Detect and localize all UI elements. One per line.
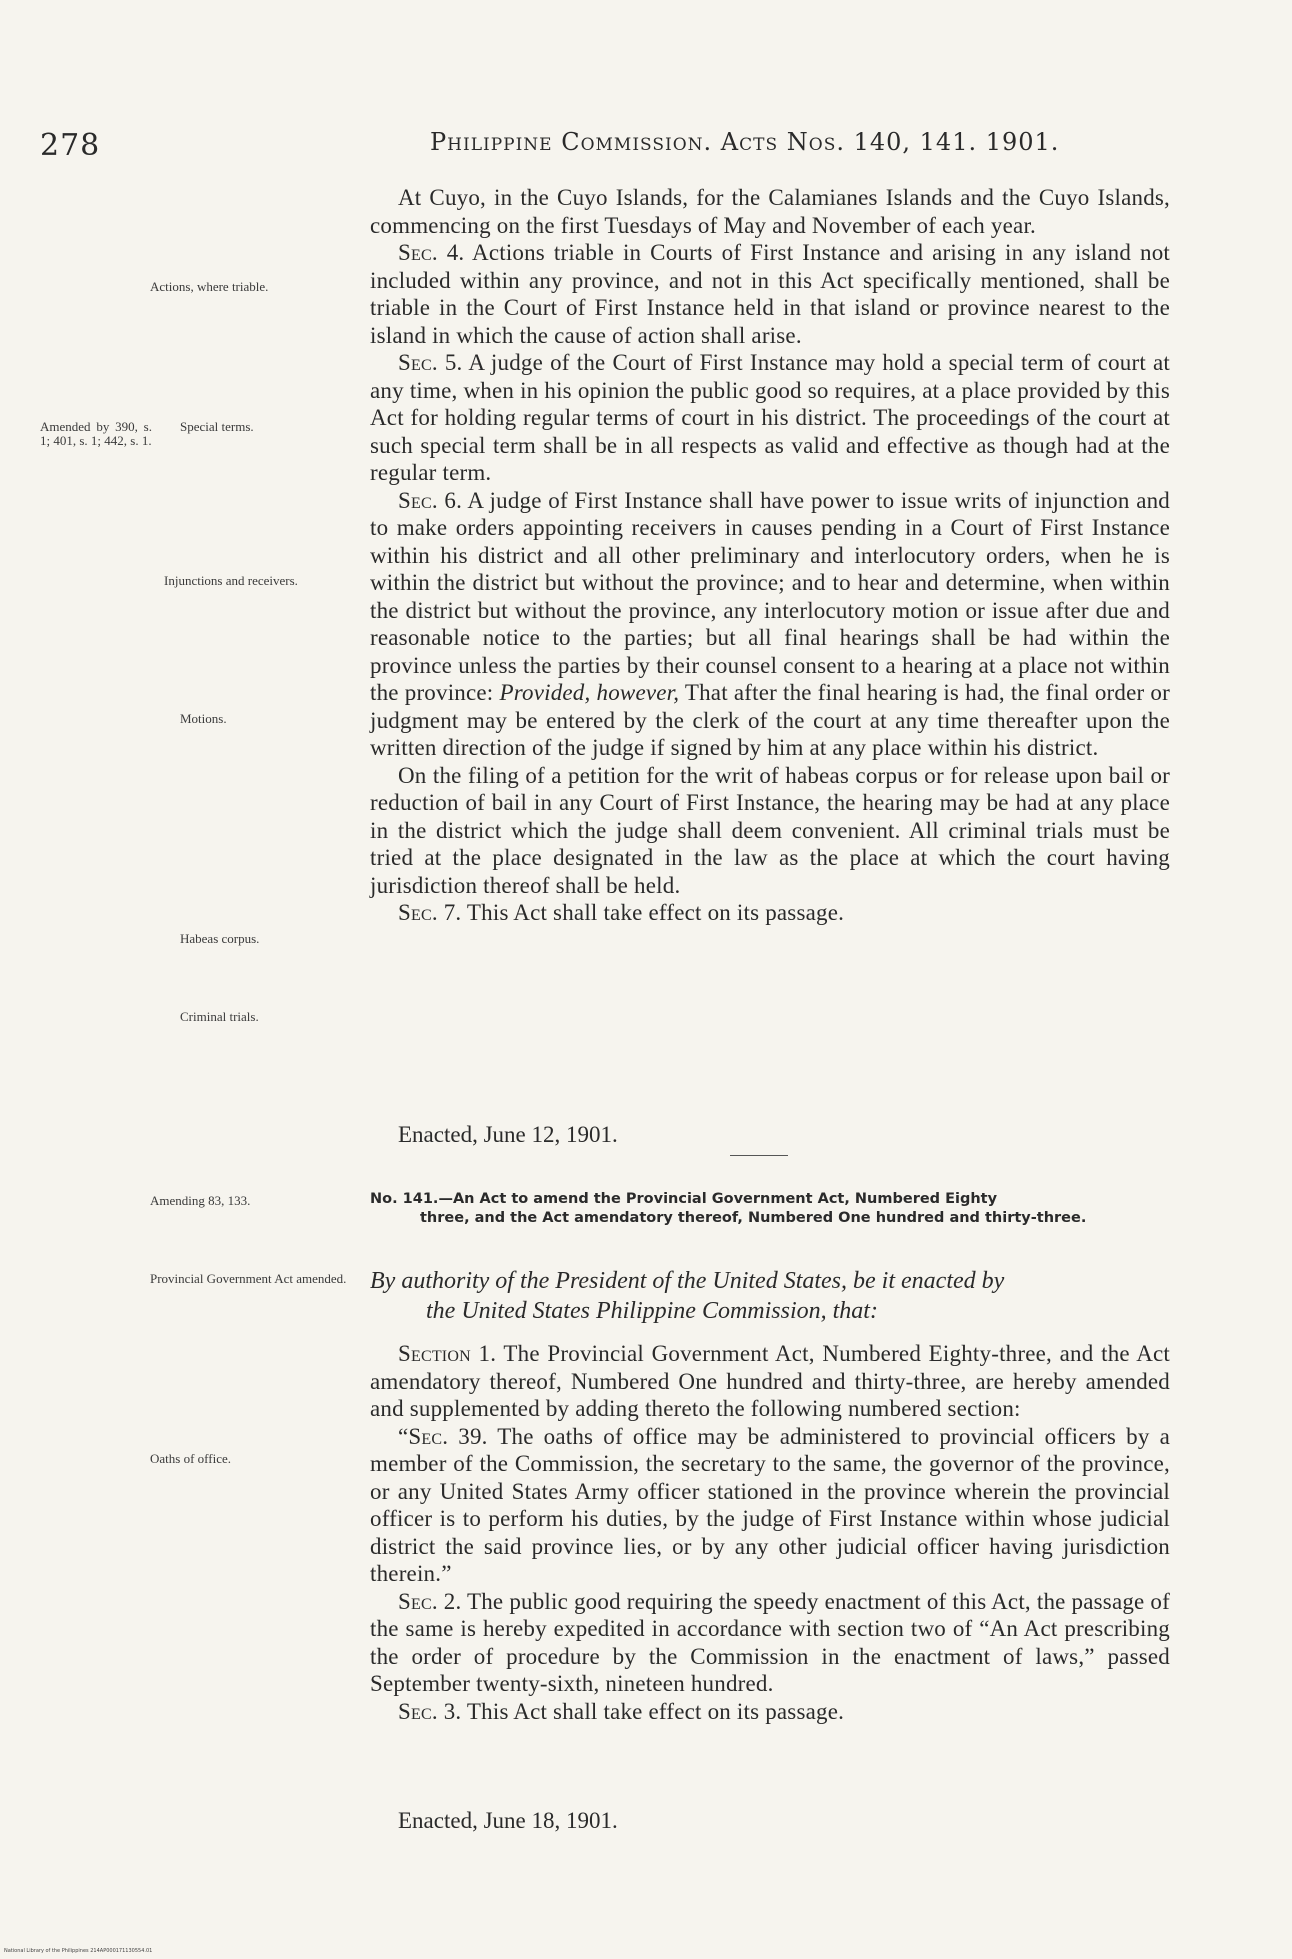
margin-note-provincial-act: Provincial Government Act amended. <box>150 1271 347 1286</box>
margin-note-amended: Amended by 390, s. 1; 401, s. 1; 442, s. 1. <box>40 419 152 448</box>
enacting-clause: By authority of the President of the United States, be it enacted by the United States Philippine Commission, that: <box>370 1268 1005 1324</box>
running-title: Philippine Commission. Acts Nos. 140, 141. 1901. <box>430 128 1060 156</box>
section-divider <box>730 1155 788 1156</box>
page-number: 278 <box>40 128 101 163</box>
margin-note-habeas-corpus: Habeas corpus. <box>180 931 260 946</box>
section-2: Sec. 2. The public good requiring the speedy enactment of this Act, the passage of the same is hereby expedited in accordance with section two of “An Act prescribing the order of procedure by the Commission in the enactment of laws,” passed September twenty-sixth, nineteen hundred. <box>370 1588 1170 1696</box>
margin-note-motions: Motions. <box>180 711 227 726</box>
section-39: “Sec. 39. The oaths of office may be administered to provincial officers by a member of the Commission, the secretary to the same, the governor of the province, or any United States Army officer stationed in the province wherein the provincial officer is to perform his duties, by the judge of First Instance within whose judicial district the said province lies, or by any other judicial officer having jurisdiction therein.” <box>370 1423 1170 1586</box>
margin-note-amending: Amending 83, 133. <box>150 1193 251 1208</box>
scan-credit: National Library of the Philippines 214AP000171130554.01 <box>4 1948 153 1954</box>
act-141-enacted-date: Enacted, June 18, 1901. <box>398 1808 618 1833</box>
section-1: Section 1. The Provincial Government Act, Numbered Eighty-three, and the Act amendatory thereof, Numbered One hundred and thirty-three, are hereby amended and supplemented by adding thereto the following numbered section: <box>370 1341 1170 1421</box>
act-141-title: No. 141.—An Act to amend the Provincial Government Act, Numbered Eighty three, and the Act amendatory thereof, Numbered One hundred and thirty-three. <box>370 1191 1087 1226</box>
section-6: Sec. 6. A judge of First Instance shall have power to issue writs of injunction and to make orders appointing receivers in causes pending in a Court of First Instance within his district and all other preliminary and interlocutory orders, when he is within the district but without the province; and to hear and determine, when within the district but without the province, any interlocutory motion or issue after due and reasonable notice to the parties; but all final hearings shall be had within the province unless the parties by their counsel consent to a hearing at a place not within the province: Provided, however, That after the final hearing is had, the final order or judgment may be entered by the clerk of the court at any time thereafter upon the written direction of the judge if signed by him at any place within his district. <box>370 487 1171 760</box>
act-141-body <box>370 1340 1170 1725</box>
margin-note-injunctions: Injunctions and receivers. <box>164 573 298 588</box>
habeas-paragraph: On the filing of a petition for the writ of habeas corpus or for release upon bail or reduction of bail in any Court of First Instance, the hearing may be had at any place in the district which the judge shall deem convenient. All criminal trials must be tried at the place designated in the law as the place at which the court having jurisdiction thereof shall be held. <box>370 762 1170 898</box>
section-4: Sec. 4. Actions triable in Courts of First Instance and arising in any island not included within any province, and not in this Act specifically mentioned, shall be triable in the Court of First Instance held in that island or province nearest to the island in which the cause of action shall arise. <box>370 240 1170 348</box>
margin-note-oaths: Oaths of office. <box>150 1451 231 1466</box>
act-140-enacted-date: Enacted, June 12, 1901. <box>398 1122 618 1147</box>
act-140-body <box>370 184 1170 927</box>
section-5: Sec. 5. A judge of the Court of First Instance may hold a special term of court at any time, when in his opinion the public good so requires, at a place provided by this Act for holding regular terms of court in his district. The proceedings of the court at such special term shall be in all respects as valid and effective as though had at the regular term. <box>370 350 1170 485</box>
margin-note-criminal-trials: Criminal trials. <box>180 1009 259 1024</box>
margin-note-actions: Actions, where triable. <box>150 279 269 294</box>
section-7: Sec. 7. This Act shall take effect on its passage. <box>398 900 845 925</box>
section-3: Sec. 3. This Act shall take effect on its passage. <box>398 1698 845 1724</box>
cuyo-paragraph: At Cuyo, in the Cuyo Islands, for the Calamianes Islands and the Cuyo Islands, commencing on the first Tuesdays of May and November of each year. <box>370 185 1170 238</box>
margin-note-special-terms: Special terms. <box>180 419 254 434</box>
